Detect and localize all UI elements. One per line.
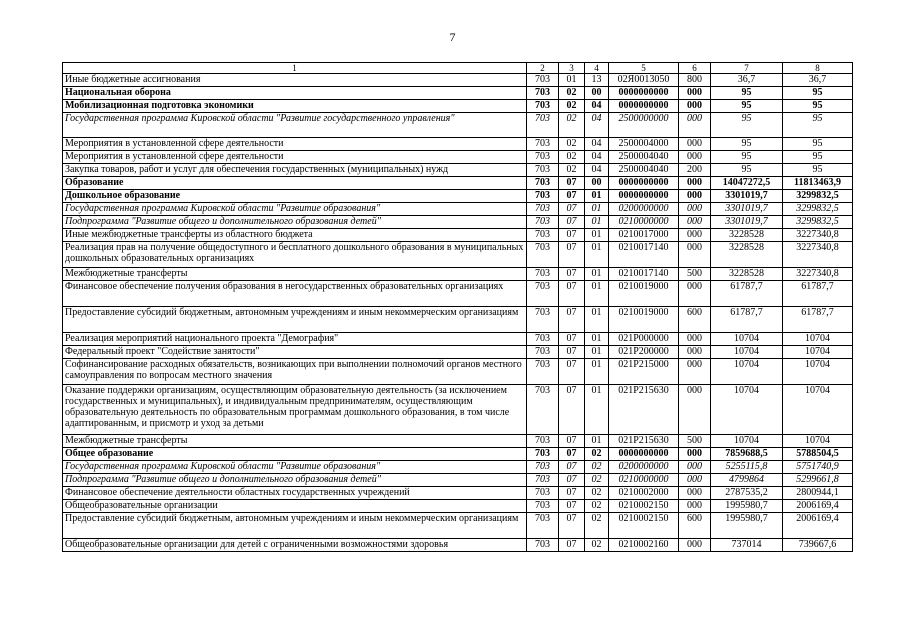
code-subsection: 01	[585, 242, 609, 268]
row-label: Государственная программа Кировской области "Развитие образования"	[63, 461, 527, 474]
code-expense-type: 000	[679, 281, 711, 307]
row-label: Подпрограмма "Развитие общего и дополнительного образования детей"	[63, 474, 527, 487]
row-label: Федеральный проект "Содействие занятости"	[63, 346, 527, 359]
column-header: 3	[559, 63, 585, 74]
row-label: Финансовое обеспечение получения образования в негосударственных образовательных организациях	[63, 281, 527, 307]
row-label: Оказание поддержки организациям, осуществляющим образовательную деятельность (за исключением государственных и муниципальных), и индивидуальным предпринимателям, осуществляющим образовательную деятельность по образовательным программам дошкольного образования, в том числе адаптированным, и присмотр и уход за детьми	[63, 385, 527, 435]
row-label: Иные бюджетные ассигнования	[63, 74, 527, 87]
code-ministry: 703	[527, 100, 559, 113]
amount-year-1: 3301019,7	[711, 216, 783, 229]
code-ministry: 703	[527, 474, 559, 487]
column-header: 2	[527, 63, 559, 74]
code-section: 02	[559, 87, 585, 100]
row-label: Общее образование	[63, 448, 527, 461]
code-ministry: 703	[527, 281, 559, 307]
code-expense-type: 000	[679, 229, 711, 242]
table-row	[63, 216, 853, 229]
row-label: Межбюджетные трансферты	[63, 268, 527, 281]
amount-year-1: 95	[711, 100, 783, 113]
row-label: Реализация прав на получение общедоступного и бесплатного дошкольного образования в муниципальных дошкольных образовательных организациях	[63, 242, 527, 268]
row-label: Предоставление субсидий бюджетным, автономным учреждениям и иным некоммерческим организациям	[63, 513, 527, 539]
column-header: 4	[585, 63, 609, 74]
code-section: 07	[559, 435, 585, 448]
code-expense-type: 500	[679, 435, 711, 448]
table-row	[63, 333, 853, 346]
code-expense-type: 000	[679, 385, 711, 435]
budget-table	[62, 62, 853, 552]
code-ministry: 703	[527, 539, 559, 552]
code-ministry: 703	[527, 151, 559, 164]
table-row	[63, 229, 853, 242]
code-ministry: 703	[527, 177, 559, 190]
table-row	[63, 513, 853, 539]
code-section: 07	[559, 216, 585, 229]
code-ministry: 703	[527, 229, 559, 242]
row-label: Подпрограмма "Развитие общего и дополнительного образования детей"	[63, 216, 527, 229]
amount-year-1: 36,7	[711, 74, 783, 87]
code-section: 07	[559, 346, 585, 359]
column-header: 5	[609, 63, 679, 74]
code-ministry: 703	[527, 359, 559, 385]
amount-year-2: 3227340,8	[783, 242, 853, 268]
amount-year-2: 95	[783, 87, 853, 100]
code-ministry: 703	[527, 113, 559, 138]
table-row	[63, 461, 853, 474]
table-row	[63, 474, 853, 487]
code-section: 07	[559, 513, 585, 539]
code-expense-type: 000	[679, 216, 711, 229]
code-subsection: 02	[585, 513, 609, 539]
code-section: 07	[559, 474, 585, 487]
amount-year-2: 5788504,5	[783, 448, 853, 461]
code-subsection: 04	[585, 164, 609, 177]
code-section: 02	[559, 113, 585, 138]
code-target-item: 0210017000	[609, 229, 679, 242]
code-ministry: 703	[527, 164, 559, 177]
code-ministry: 703	[527, 346, 559, 359]
code-section: 07	[559, 229, 585, 242]
code-section: 07	[559, 177, 585, 190]
code-subsection: 13	[585, 74, 609, 87]
row-label: Софинансирование расходных обязательств, возникающих при выполнении полномочий органов местного самоуправления по вопросам местного значения	[63, 359, 527, 385]
table-row	[63, 500, 853, 513]
code-target-item: 0210000000	[609, 216, 679, 229]
code-expense-type: 000	[679, 333, 711, 346]
code-ministry: 703	[527, 242, 559, 268]
row-label: Иные межбюджетные трансферты из областного бюджета	[63, 229, 527, 242]
code-target-item: 2500004040	[609, 164, 679, 177]
code-ministry: 703	[527, 487, 559, 500]
code-section: 07	[559, 333, 585, 346]
table-row	[63, 359, 853, 385]
code-subsection: 02	[585, 539, 609, 552]
amount-year-1: 61787,7	[711, 307, 783, 333]
amount-year-2: 10704	[783, 435, 853, 448]
code-subsection: 02	[585, 487, 609, 500]
code-subsection: 01	[585, 307, 609, 333]
amount-year-2: 10704	[783, 333, 853, 346]
code-target-item: 2500004000	[609, 138, 679, 151]
code-section: 07	[559, 268, 585, 281]
code-ministry: 703	[527, 385, 559, 435]
table-row	[63, 242, 853, 268]
code-target-item: 0000000000	[609, 87, 679, 100]
code-ministry: 703	[527, 268, 559, 281]
row-label: Дошкольное образование	[63, 190, 527, 203]
table-row	[63, 151, 853, 164]
code-expense-type: 000	[679, 461, 711, 474]
code-target-item: 021P215630	[609, 435, 679, 448]
code-target-item: 021P200000	[609, 346, 679, 359]
code-target-item: 0210002000	[609, 487, 679, 500]
row-label: Финансовое обеспечение деятельности областных государственных учреждений	[63, 487, 527, 500]
amount-year-2: 95	[783, 113, 853, 138]
column-header: 6	[679, 63, 711, 74]
code-subsection: 01	[585, 216, 609, 229]
code-subsection: 01	[585, 281, 609, 307]
table-row	[63, 448, 853, 461]
amount-year-2: 3299832,5	[783, 216, 853, 229]
code-expense-type: 600	[679, 513, 711, 539]
code-target-item: 021P215630	[609, 385, 679, 435]
amount-year-2: 11813463,9	[783, 177, 853, 190]
code-target-item: 0000000000	[609, 177, 679, 190]
amount-year-2: 5299661,8	[783, 474, 853, 487]
amount-year-2: 36,7	[783, 74, 853, 87]
code-subsection: 00	[585, 87, 609, 100]
code-section: 07	[559, 487, 585, 500]
code-section: 07	[559, 359, 585, 385]
code-subsection: 01	[585, 333, 609, 346]
code-ministry: 703	[527, 513, 559, 539]
amount-year-1: 4799864	[711, 474, 783, 487]
row-label: Предоставление субсидий бюджетным, автономным учреждениям и иным некоммерческим организациям	[63, 307, 527, 333]
amount-year-1: 95	[711, 164, 783, 177]
code-expense-type: 000	[679, 539, 711, 552]
code-subsection: 01	[585, 190, 609, 203]
code-section: 07	[559, 281, 585, 307]
code-section: 07	[559, 539, 585, 552]
code-target-item: 2500000000	[609, 113, 679, 138]
code-ministry: 703	[527, 333, 559, 346]
amount-year-2: 10704	[783, 385, 853, 435]
table-row	[63, 177, 853, 190]
code-section: 07	[559, 448, 585, 461]
amount-year-2: 2006169,4	[783, 500, 853, 513]
amount-year-2: 95	[783, 164, 853, 177]
code-ministry: 703	[527, 138, 559, 151]
table-row	[63, 113, 853, 138]
table-row	[63, 281, 853, 307]
table-row	[63, 74, 853, 87]
code-section: 02	[559, 164, 585, 177]
row-label: Мероприятия в установленной сфере деятельности	[63, 151, 527, 164]
code-subsection: 02	[585, 474, 609, 487]
code-target-item: 0210002160	[609, 539, 679, 552]
amount-year-1: 5255115,8	[711, 461, 783, 474]
code-section: 07	[559, 461, 585, 474]
code-target-item: 0210002150	[609, 500, 679, 513]
code-target-item: 021P000000	[609, 333, 679, 346]
code-expense-type: 800	[679, 74, 711, 87]
row-label: Образование	[63, 177, 527, 190]
code-expense-type: 000	[679, 448, 711, 461]
code-subsection: 01	[585, 203, 609, 216]
amount-year-2: 95	[783, 100, 853, 113]
amount-year-2: 95	[783, 151, 853, 164]
code-section: 07	[559, 203, 585, 216]
row-label: Общеобразовательные организации	[63, 500, 527, 513]
table-row	[63, 539, 853, 552]
amount-year-2: 10704	[783, 346, 853, 359]
code-subsection: 01	[585, 435, 609, 448]
code-ministry: 703	[527, 87, 559, 100]
table-row	[63, 100, 853, 113]
code-target-item: 0000000000	[609, 100, 679, 113]
code-target-item: 0000000000	[609, 448, 679, 461]
code-subsection: 02	[585, 500, 609, 513]
code-ministry: 703	[527, 461, 559, 474]
row-label: Общеобразовательные организации для детей с ограниченными возможностями здоровья	[63, 539, 527, 552]
code-ministry: 703	[527, 448, 559, 461]
row-label: Мобилизационная подготовка экономики	[63, 100, 527, 113]
code-expense-type: 000	[679, 87, 711, 100]
amount-year-1: 95	[711, 138, 783, 151]
code-section: 07	[559, 385, 585, 435]
code-expense-type: 000	[679, 151, 711, 164]
code-expense-type: 000	[679, 474, 711, 487]
code-expense-type: 000	[679, 177, 711, 190]
amount-year-1: 1995980,7	[711, 513, 783, 539]
table-row	[63, 487, 853, 500]
code-target-item: 0200000000	[609, 203, 679, 216]
code-expense-type: 000	[679, 100, 711, 113]
code-ministry: 703	[527, 435, 559, 448]
column-header: 8	[783, 63, 853, 74]
code-target-item: 0210002150	[609, 513, 679, 539]
code-subsection: 04	[585, 100, 609, 113]
code-ministry: 703	[527, 500, 559, 513]
code-subsection: 00	[585, 177, 609, 190]
table-row	[63, 138, 853, 151]
row-label: Государственная программа Кировской области "Развитие образования"	[63, 203, 527, 216]
amount-year-1: 95	[711, 151, 783, 164]
amount-year-1: 95	[711, 113, 783, 138]
code-subsection: 01	[585, 229, 609, 242]
table-row	[63, 190, 853, 203]
row-label: Межбюджетные трансферты	[63, 435, 527, 448]
table-row	[63, 164, 853, 177]
amount-year-1: 10704	[711, 435, 783, 448]
column-header: 7	[711, 63, 783, 74]
code-section: 02	[559, 151, 585, 164]
amount-year-1: 737014	[711, 539, 783, 552]
code-target-item: 021P215000	[609, 359, 679, 385]
page-number: 7	[449, 30, 456, 44]
amount-year-1: 10704	[711, 333, 783, 346]
code-expense-type: 000	[679, 113, 711, 138]
amount-year-2: 3227340,8	[783, 229, 853, 242]
code-subsection: 02	[585, 448, 609, 461]
amount-year-1: 7859688,5	[711, 448, 783, 461]
code-expense-type: 000	[679, 203, 711, 216]
code-ministry: 703	[527, 216, 559, 229]
code-target-item: 2500004040	[609, 151, 679, 164]
row-label: Реализация мероприятий национального проекта "Демография"	[63, 333, 527, 346]
code-ministry: 703	[527, 190, 559, 203]
code-ministry: 703	[527, 203, 559, 216]
code-subsection: 04	[585, 151, 609, 164]
amount-year-2: 3299832,5	[783, 190, 853, 203]
amount-year-1: 3301019,7	[711, 203, 783, 216]
amount-year-1: 2787535,2	[711, 487, 783, 500]
table-row	[63, 385, 853, 435]
table-row	[63, 87, 853, 100]
table-row	[63, 203, 853, 216]
code-section: 07	[559, 242, 585, 268]
table-row	[63, 268, 853, 281]
amount-year-1: 61787,7	[711, 281, 783, 307]
row-label: Национальная оборона	[63, 87, 527, 100]
code-subsection: 04	[585, 138, 609, 151]
amount-year-1: 10704	[711, 359, 783, 385]
code-subsection: 04	[585, 113, 609, 138]
code-section: 02	[559, 138, 585, 151]
amount-year-2: 61787,7	[783, 307, 853, 333]
code-expense-type: 000	[679, 242, 711, 268]
code-target-item: 0000000000	[609, 190, 679, 203]
code-section: 02	[559, 100, 585, 113]
amount-year-2: 3299832,5	[783, 203, 853, 216]
code-subsection: 01	[585, 268, 609, 281]
code-target-item: 0210019000	[609, 281, 679, 307]
code-subsection: 01	[585, 385, 609, 435]
amount-year-1: 3228528	[711, 268, 783, 281]
table-row	[63, 307, 853, 333]
code-expense-type: 600	[679, 307, 711, 333]
amount-year-1: 95	[711, 87, 783, 100]
code-target-item: 0210000000	[609, 474, 679, 487]
code-section: 07	[559, 500, 585, 513]
amount-year-2: 739667,6	[783, 539, 853, 552]
code-target-item: 0210017140	[609, 268, 679, 281]
code-subsection: 02	[585, 461, 609, 474]
code-section: 07	[559, 307, 585, 333]
amount-year-2: 95	[783, 138, 853, 151]
code-section: 07	[559, 190, 585, 203]
amount-year-1: 3228528	[711, 242, 783, 268]
code-ministry: 703	[527, 307, 559, 333]
amount-year-1: 3301019,7	[711, 190, 783, 203]
code-expense-type: 000	[679, 359, 711, 385]
code-expense-type: 500	[679, 268, 711, 281]
code-target-item: 02Я0013050	[609, 74, 679, 87]
amount-year-1: 10704	[711, 346, 783, 359]
amount-year-2: 2006169,4	[783, 513, 853, 539]
amount-year-1: 10704	[711, 385, 783, 435]
code-section: 01	[559, 74, 585, 87]
amount-year-2: 61787,7	[783, 281, 853, 307]
column-header-row	[63, 63, 853, 74]
code-expense-type: 000	[679, 346, 711, 359]
code-expense-type: 000	[679, 487, 711, 500]
code-ministry: 703	[527, 74, 559, 87]
column-header: 1	[63, 63, 527, 74]
code-expense-type: 000	[679, 138, 711, 151]
amount-year-2: 2800944,1	[783, 487, 853, 500]
table-row	[63, 435, 853, 448]
row-label: Мероприятия в установленной сфере деятельности	[63, 138, 527, 151]
table-row	[63, 346, 853, 359]
amount-year-2: 3227340,8	[783, 268, 853, 281]
code-target-item: 0210017140	[609, 242, 679, 268]
amount-year-2: 5751740,9	[783, 461, 853, 474]
row-label: Государственная программа Кировской области "Развитие государственного управления"	[63, 113, 527, 138]
code-target-item: 0200000000	[609, 461, 679, 474]
row-label: Закупка товаров, работ и услуг для обеспечения государственных (муниципальных) нужд	[63, 164, 527, 177]
amount-year-1: 1995980,7	[711, 500, 783, 513]
amount-year-1: 14047272,5	[711, 177, 783, 190]
code-subsection: 01	[585, 346, 609, 359]
code-target-item: 0210019000	[609, 307, 679, 333]
amount-year-2: 10704	[783, 359, 853, 385]
amount-year-1: 3228528	[711, 229, 783, 242]
code-expense-type: 000	[679, 500, 711, 513]
code-subsection: 01	[585, 359, 609, 385]
code-expense-type: 200	[679, 164, 711, 177]
code-expense-type: 000	[679, 190, 711, 203]
